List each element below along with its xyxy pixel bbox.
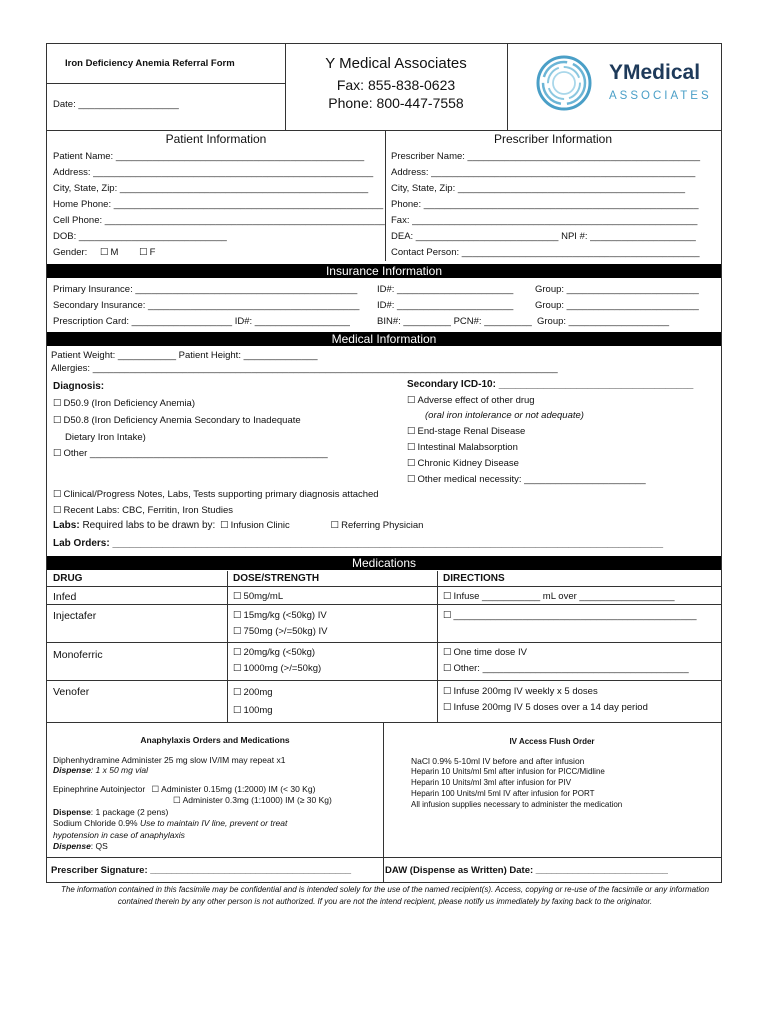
prescriber-phone-field[interactable]: Phone: ____________________________________________________ — [391, 199, 699, 210]
drug-venofer: Venofer — [53, 686, 90, 698]
gender-row — [53, 247, 155, 258]
contact-person-field[interactable]: Contact Person: _____________________________________________ — [391, 247, 700, 258]
col-dose: DOSE/STRENGTH — [233, 573, 320, 584]
secondary-insurance-field[interactable]: Secondary Insurance: ________________________________________ — [53, 300, 360, 311]
infed-dose-checkbox[interactable]: ☐ 50mg/mL — [233, 591, 283, 602]
date-field[interactable]: Date: ___________________ — [53, 99, 179, 110]
medical-heading: Medical Information — [47, 332, 721, 346]
dx-d508-checkbox[interactable]: ☐ D50.8 (Iron Deficiency Anemia Secondary to Inadequate — [53, 415, 301, 426]
sec-ckd-checkbox[interactable]: ☐ Chronic Kidney Disease — [407, 458, 519, 469]
clinical-notes-checkbox[interactable]: ☐ Clinical/Progress Notes, Labs, Tests supporting primary diagnosis attached — [53, 489, 379, 500]
sodium-line — [53, 818, 287, 828]
drug-infed: Infed — [53, 591, 77, 603]
referral-form — [46, 43, 722, 883]
prescriber-fax-field[interactable]: Fax: ______________________________________________________ — [391, 215, 698, 226]
flush-line-2: Heparin 10 Units/ml 5ml after infusion for PICC/Midline — [411, 767, 605, 776]
col-drug: DRUG — [53, 573, 83, 584]
prescriber-dea-npi-field[interactable]: DEA: ___________________________ NPI #: ____________________ — [391, 231, 696, 242]
venofer-weekly-checkbox[interactable]: ☐ Infuse 200mg IV weekly x 5 doses — [443, 686, 598, 697]
sodium-label: Sodium Chloride 0.9% — [53, 818, 138, 828]
prescriber-city-field[interactable]: City, State, Zip: ___________________________________________ — [391, 183, 686, 194]
weight-height-field[interactable]: Patient Weight: ___________ Patient Height: ______________ — [51, 350, 318, 361]
card-group-field[interactable]: Group: ___________________ — [537, 316, 670, 327]
secondary-icd-field[interactable]: Secondary ICD-10: ___________________________________ — [407, 379, 694, 390]
sec-other-checkbox[interactable]: ☐ Other medical necessity: _______________________ — [407, 474, 707, 485]
footer-line-2: contained therein by any other person is not authorized. If you are not the intend recipient, please notify us immediately by faxing back to the originator. — [117, 897, 653, 906]
monoferric-other-checkbox[interactable]: ☐ Other: _______________________________________ — [443, 663, 719, 674]
dx-other-checkbox[interactable]: ☐ Other _____________________________________________ — [53, 448, 353, 459]
company-fax: Fax: 855-838-0623 — [336, 77, 456, 93]
venofer-dose1-checkbox[interactable]: ☐ 200mg — [233, 687, 273, 698]
patient-name-field[interactable]: Patient Name: _______________________________________________ — [53, 151, 365, 162]
monoferric-dose1-checkbox[interactable]: ☐ 20mg/kg (<50kg) — [233, 647, 315, 658]
labs-row — [53, 520, 423, 531]
lab-orders-field[interactable]: Lab Orders: ___________________________________________________________________________________________________ — [53, 538, 664, 549]
recent-labs-checkbox[interactable]: ☐ Recent Labs: CBC, Ferritin, Iron Studies — [53, 505, 233, 516]
flush-heading: IV Access Flush Order — [509, 737, 595, 746]
venofer-14day-checkbox[interactable]: ☐ Infuse 200mg IV 5 doses over a 14 day period — [443, 702, 648, 713]
footer-line-1: The information contained in this facsimile may be confidential and is intended solely for the use of the named recipient(s). Access, copying or re-use of the facsimile or any information — [60, 885, 710, 894]
diphen-dispense-label: Dispense — [53, 765, 91, 775]
epi-label: Epinephrine Autoinjector — [53, 784, 146, 794]
secondary-group-field[interactable]: Group: _________________________ — [535, 300, 699, 311]
patient-dob-field[interactable]: DOB: ____________________________ — [53, 231, 227, 242]
allergies-field[interactable]: Allergies: ________________________________________________________________________________________ — [51, 363, 558, 374]
epi-015-checkbox[interactable]: ☐ Administer 0.15mg (1:2000) IM (< 30 Kg) — [152, 784, 316, 794]
epi-dispense — [53, 807, 168, 817]
patient-home-phone-field[interactable]: Home Phone: ___________________________________________________ — [53, 199, 384, 210]
sodium-note: Use to maintain IV line, prevent or treat — [139, 818, 288, 828]
flush-line-5: All infusion supplies necessary to administer the medication — [411, 800, 623, 809]
flush-line-3: Heparin 10 Units/ml 3ml after infusion for PIV — [411, 778, 572, 787]
diphen-dispense-value: : 1 x 50 mg vial — [90, 765, 148, 775]
daw-date-field[interactable]: DAW (Dispense as Written) Date: _________________________ — [385, 865, 668, 876]
secondary-id-field[interactable]: ID#: ______________________ — [377, 300, 514, 311]
flush-line-1: NaCl 0.9% 5-10ml IV before and after infusion — [411, 756, 585, 766]
logo-word: YMedical — [609, 61, 701, 84]
company-phone: Phone: 800-447-7558 — [328, 95, 464, 111]
venofer-dose2-checkbox[interactable]: ☐ 100mg — [233, 705, 273, 716]
logo-sub: ASSOCIATES — [609, 90, 712, 102]
bin-pcn-field[interactable]: BIN#: _________ PCN#: _________ — [377, 316, 532, 327]
dx-d509-checkbox[interactable]: ☐ D50.9 (Iron Deficiency Anemia) — [53, 398, 195, 409]
sodium-note2: hypotension in case of anaphylaxis — [53, 830, 185, 840]
sodium-dispense-value: : QS — [90, 841, 108, 851]
drug-monoferric: Monoferric — [53, 649, 103, 661]
logo-mark — [533, 52, 595, 117]
monoferric-onetime-checkbox[interactable]: ☐ One time dose IV — [443, 647, 527, 658]
injectafer-dose1-checkbox[interactable]: ☐ 15mg/kg (<50kg) IV — [233, 610, 327, 621]
confidentiality-footer — [20, 884, 750, 908]
primary-insurance-field[interactable]: Primary Insurance: __________________________________________ — [53, 284, 358, 295]
form-title: Iron Deficiency Anemia Referral Form — [65, 58, 235, 69]
sec-adverse-checkbox[interactable]: ☐ Adverse effect of other drug — [407, 395, 535, 406]
monoferric-dose2-checkbox[interactable]: ☐ 1000mg (>/=50kg) — [233, 663, 321, 674]
epi-03-checkbox[interactable]: ☐ Administer 0.3mg (1:1000) IM (≥ 30 Kg) — [173, 795, 332, 806]
sodium-dispense — [53, 841, 108, 851]
infed-directions-checkbox[interactable]: ☐ Infuse ___________ mL over __________________ — [443, 591, 719, 602]
labs-text: Required labs to be drawn by: — [82, 520, 216, 531]
prescriber-address-field[interactable]: Address: __________________________________________________ — [391, 167, 696, 178]
patient-heading: Patient Information — [165, 132, 267, 146]
patient-cell-phone-field[interactable]: Cell Phone: _____________________________________________________ — [53, 215, 385, 226]
labs-infusion-checkbox[interactable]: ☐ Infusion Clinic — [220, 520, 290, 531]
sec-esrd-checkbox[interactable]: ☐ End-stage Renal Disease — [407, 426, 525, 437]
epi-dispense-value: : 1 package (2 pens) — [90, 807, 169, 817]
prescriber-name-field[interactable]: Prescriber Name: ____________________________________________ — [391, 151, 701, 162]
logo-circle-icon — [533, 52, 595, 114]
labs-label: Labs: — [53, 520, 80, 531]
sec-malabsorption-checkbox[interactable]: ☐ Intestinal Malabsorption — [407, 442, 518, 453]
patient-city-field[interactable]: City, State, Zip: _______________________________________________ — [53, 183, 369, 194]
anaphylaxis-heading: Anaphylaxis Orders and Medications — [140, 735, 290, 745]
diphen-dispense — [53, 765, 148, 775]
injectafer-dose2-checkbox[interactable]: ☐ 750mg (>/=50kg) IV — [233, 626, 328, 637]
col-directions: DIRECTIONS — [443, 573, 505, 584]
prescriber-heading: Prescriber Information — [493, 132, 613, 146]
sodium-dispense-label: Dispense — [53, 841, 91, 851]
gender-label: Gender: — [53, 247, 88, 258]
epi-row — [53, 784, 315, 795]
primary-group-field[interactable]: Group: _________________________ — [535, 284, 699, 295]
company-name: Y Medical Associates — [325, 55, 467, 72]
dx-d508-cont: Dietary Iron Intake) — [65, 432, 146, 443]
epi-dispense-label: Dispense — [53, 807, 91, 817]
injectafer-directions-checkbox[interactable]: ☐ ______________________________________________ — [443, 610, 719, 621]
prescriber-signature-field[interactable]: Prescriber Signature: ______________________________________ — [51, 865, 352, 876]
medications-heading: Medications — [47, 556, 721, 570]
gender-f-checkbox[interactable]: ☐ F — [139, 247, 155, 258]
gender-m-checkbox[interactable]: ☐ M — [100, 247, 118, 258]
patient-address-field[interactable]: Address: _____________________________________________________ — [53, 167, 374, 178]
primary-id-field[interactable]: ID#: ______________________ — [377, 284, 514, 295]
insurance-heading: Insurance Information — [47, 264, 721, 278]
diphen-line: Diphenhydramine Administer 25 mg slow IV/IM may repeat x1 — [53, 755, 286, 765]
drug-injectafer: Injectafer — [53, 610, 97, 622]
prescription-card-field[interactable]: Prescription Card: ___________________ ID#: __________________ — [53, 316, 350, 327]
diagnosis-label: Diagnosis: — [53, 381, 105, 392]
sec-adverse-note: (oral iron intolerance or not adequate) — [425, 410, 584, 421]
labs-referring-checkbox[interactable]: ☐ Referring Physician — [331, 520, 424, 531]
flush-line-4: Heparin 100 Units/ml 5ml IV after infusion for PORT — [411, 789, 595, 798]
